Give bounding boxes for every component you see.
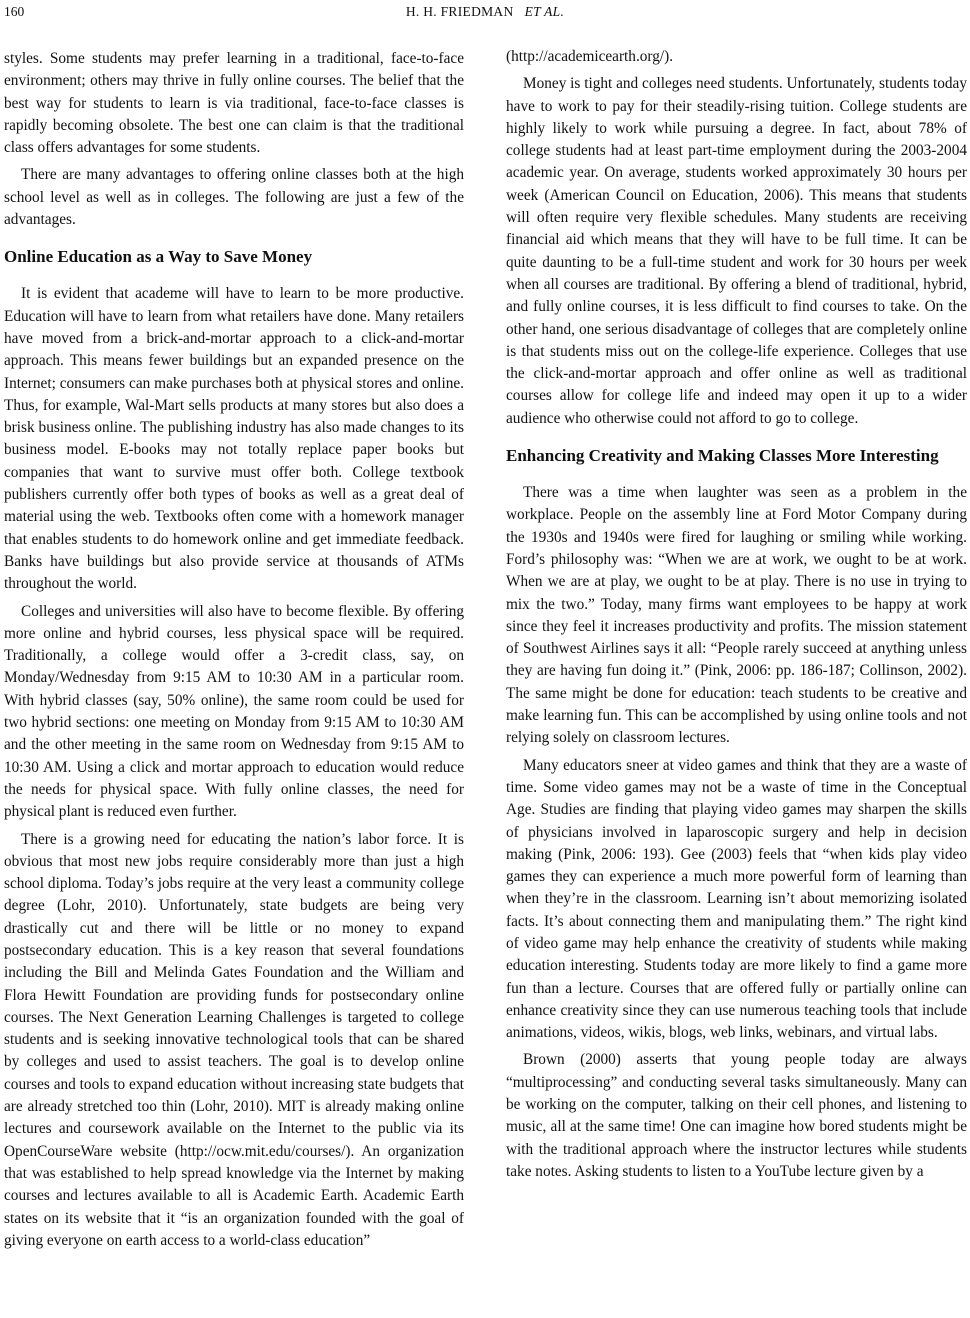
paragraph: It is evident that academe will have to learn to be more productive. Education will have to learn from what retailers have done. Many retailers have moved from a brick-and-mortar approach to a click-and-mortar approach. This means fewer buildings but an expanded presence on the Internet; consumers can make purchases both at physical stores and online. Thus, for example, Wal-Mart sells products at many stores but also does a brisk business online. The publishing industry has also made changes to its business model. E-books may not totally replace paper books but companies that want to survive must offer both. College textbook publishers currently offer both types of books as well as a great deal of material using the web. Textbooks often come with a homework manager that enables students to do homework online and get immediate feedback. Banks have buildings but also provide service at thousands of ATMs throughout the world.	[4, 285, 464, 593]
paragraph: There are many advantages to offering online classes both at the high school level as well as in colleges. The following are just a few of the advantages.	[4, 166, 464, 229]
author-names: H. H. FRIEDMAN	[405, 4, 514, 19]
page-number: 160	[4, 4, 25, 19]
paragraph: Money is tight and colleges need students. Unfortunately, students today have to work to pay for their steadily-rising tuition. College students are highly likely to work while pursuing a degree. In fact, about 78% of college students had at least part-time employment during the 2003-2004 academic year. On average, students worked approximately 30 hours per week (American Council on Education, 2006). This means that students will often require very flexible schedules. Many students are receiving financial aid which means that they will have to be full time. It can be quite daunting to be a full-time student and work for 30 hours per week when all courses are traditional. By offering a blend of traditional, hybrid, and fully online courses, it is less difficult to find courses to take. On the other hand, one serious disadvantage of colleges that are completely online is that students miss out on the college-life experience. Colleges that use the click-and-mortar approach and offer online as well as traditional courses allow for college life and indeed may open it up to a wider audience who otherwise could not afford to go to college.	[506, 75, 967, 427]
et-al: ET AL.	[524, 4, 565, 19]
section-heading: Enhancing Creativity and Making Classes More Interesting	[506, 446, 939, 466]
paragraph: There is a growing need for educating the nation’s labor force. It is obvious that most new jobs require considerably more than just a high school diploma. Today’s jobs require at the very least a community college degree (Lohr, 2010). Unfortunately, state budgets are being very drastically cut and there will be little or no money to expand postsecondary education. This is a key reason that several foundations including the Bill and Melinda Gates Foundation and the William and Flora Hewitt Foundation are providing funds for postsecondary online courses. The Next Generation Learning Challenges is targeted to college students and is seeking innovative technological tools that can be shared by colleges and used to assist teachers. The goal is to develop online courses and tools to expand education without increasing state budgets that are already stretched too thin (Lohr, 2010). MIT is already making online lectures and coursework available on the Internet to the public via its OpenCourseWare website (http://ocw.mit.edu/courses/). An organization that was established to help spread knowledge via the Internet by making courses and lectures available to all is Academic Earth. Academic Earth states on its website that it “is an organization founded with the goal of giving everyone on earth access to a world-class education”	[4, 830, 464, 1249]
paragraph: Brown (2000) asserts that young people today are always “multiprocessing” and conducting several tasks simultaneously. Many can be working on the computer, talking on their cell phones, and listening to music, all at the same time! One can imagine how bored students might be with the traditional approach where the instructor lectures while students take notes. Asking students to listen to a YouTube lecture given by a	[506, 1051, 967, 1180]
paragraph: Colleges and universities will also have to become flexible. By offering more online and hybrid courses, less physical space will be required. Traditionally, a college would offer a 3-credit class, say, on Monday/Wednesday from 9:15 AM to 10:30 AM in a particular room. With hybrid classes (say, 50% online), the same room could be used for two hybrid sections: one meeting on Monday from 9:15 AM to 10:30 AM and the other meeting in the same room on Wednesday from 9:15 AM to 10:30 AM. Using a click and mortar approach to education would reduce the needs for physical space. With fully online classes, the need for physical plant is reduced even further.	[4, 602, 464, 821]
paragraph: There was a time when laughter was seen as a problem in the workplace. People on the assembly line at Ford Motor Company during the 1930s and 1940s were fired for laughing or smiling while working. Ford’s philosophy was: “When we are at work, we ought to be at work. When we are at play, we ought to be at play. There is no use in trying to mix the two.” Today, many firms want employees to be happy at work since they feel it increases productivity and profits. The mission statement of Southwest Airlines says it all: “People rarely succeed at anything unless they are having fun doing it.” (Pink, 2006: pp. 186-187; Collinson, 2002). The same might be done for education: teach students to be creative and make learning fun. This can be accomplished by using online tools and not relying solely on classroom lectures.	[506, 484, 967, 747]
running-header	[0, 4, 970, 24]
section-heading: Online Education as a Way to Save Money	[4, 247, 313, 267]
right-column	[506, 46, 967, 1188]
paragraph: (http://academicearth.org/).	[506, 48, 674, 65]
running-title	[0, 4, 970, 20]
left-column	[4, 48, 464, 1257]
paragraph: Many educators sneer at video games and think that they are a waste of time. Some video games may not be a waste of time in the Conceptual Age. Studies are finding that playing video games may sharpen the skills of physicians involved in laparoscopic surgery and help in decision making (Pink, 2006: 193). Gee (2003) feels that “when kids play video games they can experience a much more powerful form of learning than when they’re in the classroom. Learning isn’t about memorizing isolated facts. It’s about connecting them and manipulating them.” The right kind of video game may help enhance the creativity of students while making education interesting. Students today are more likely to find a game more fun than a lecture. Courses that are offered fully or partially online can enhance creativity since they can use numerous teaching tools that include animations, videos, wikis, blogs, web links, webinars, and virtual labs.	[506, 756, 967, 1042]
paragraph: styles. Some students may prefer learning in a traditional, face-to-face environment; others may thrive in fully online courses. The belief that the best way for students to learn is via traditional, face-to-face classes is rapidly becoming obsolete. The best one can claim is that the traditional class offers advantages for some students.	[4, 50, 464, 157]
